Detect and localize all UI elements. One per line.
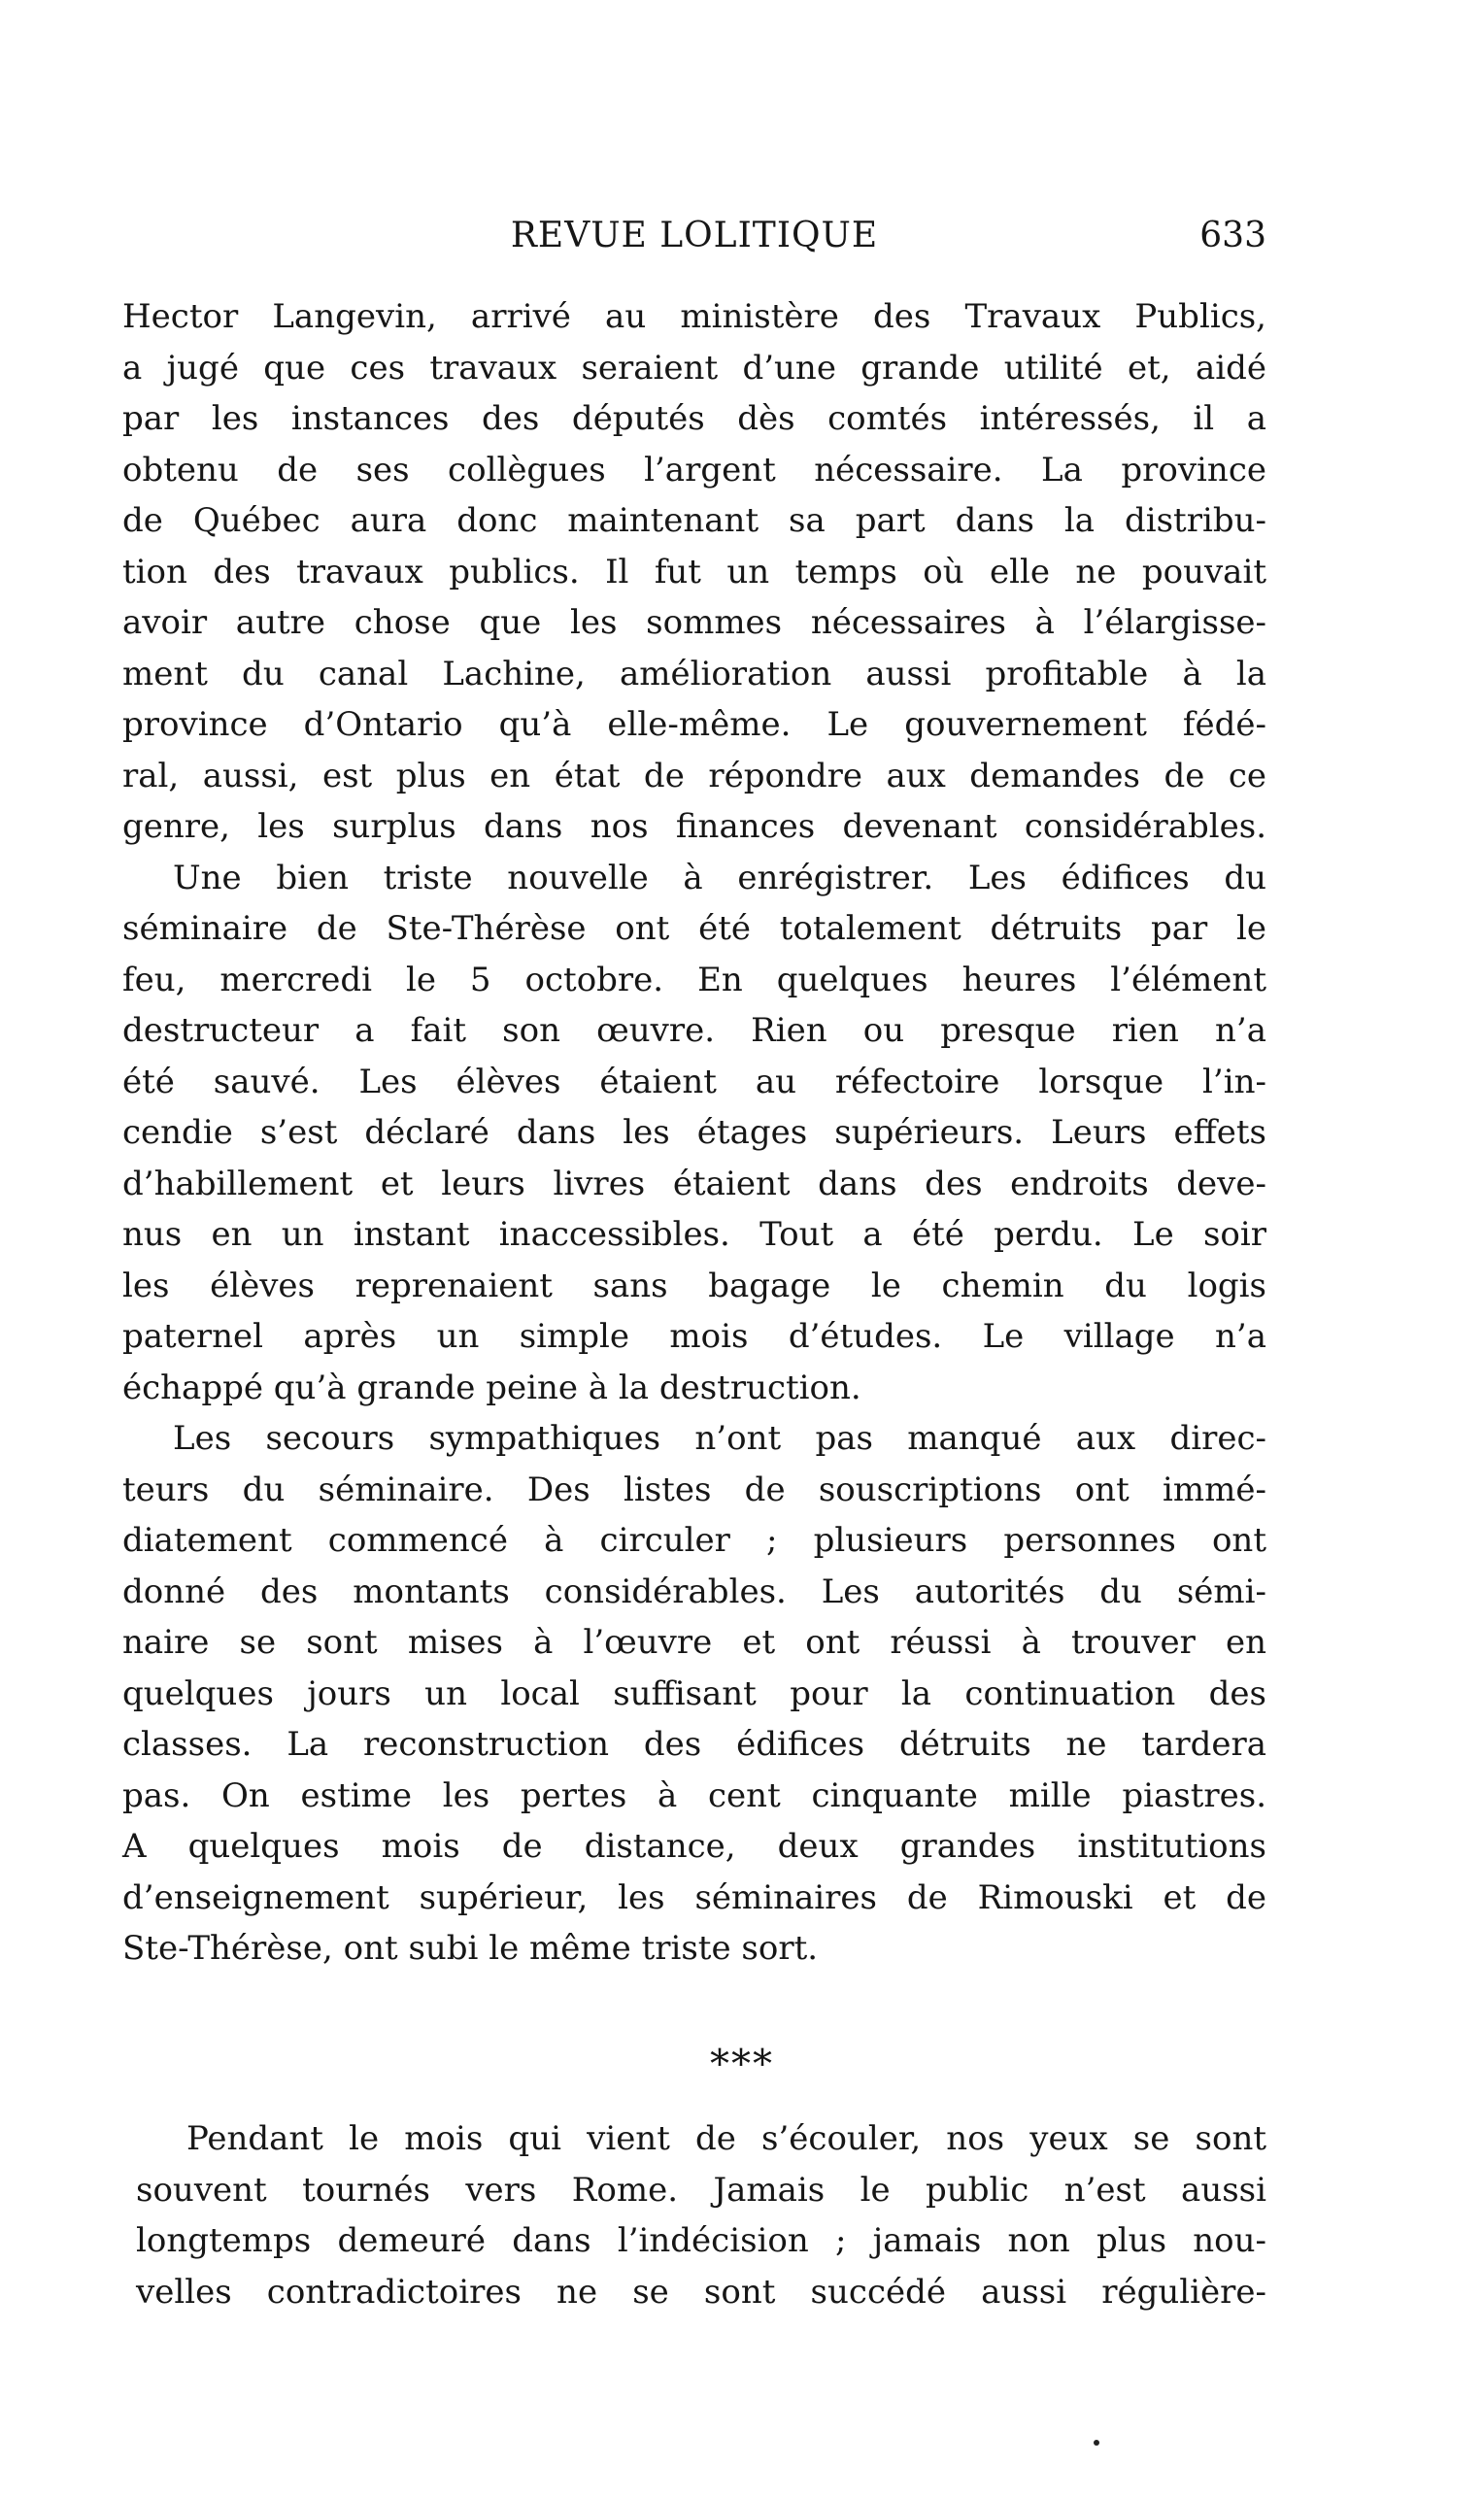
paragraph-travaux-publics	[122, 291, 1266, 853]
ink-speck	[1094, 2440, 1099, 2446]
text-line: par les instances des députés dès comtés intéressés, il a	[122, 399, 1266, 438]
text-line: d’habillement et leurs livres étaient dans des endroits deve-	[122, 1164, 1266, 1203]
text-line: classes. La reconstruction des édifices détruits ne tardera	[122, 1725, 1266, 1764]
text-line: a jugé que ces travaux seraient d’une grande utilité et, aidé	[122, 348, 1266, 388]
text-line: diatement commencé à circuler ; plusieurs personnes ont	[122, 1521, 1266, 1560]
text-line: feu, mercredi le 5 octobre. En quelques heures l’élément	[122, 960, 1266, 999]
text-line: cendie s’est déclaré dans les étages supérieurs. Leurs effets	[122, 1113, 1266, 1152]
page-number: 633	[1199, 216, 1266, 255]
text-line: d’enseignement supérieur, les séminaires de Rimouski et de	[122, 1877, 1266, 1917]
text-line: paternel après un simple mois d’études. Le village n’a	[122, 1317, 1266, 1356]
text-line: Ste-Thérèse, ont subi le même triste sort.	[122, 1929, 819, 1968]
text-line: Une bien triste nouvelle à enrégistrer. Les édifices du	[173, 858, 1266, 897]
text-line: Les secours sympathiques n’ont pas manqué aux direc-	[173, 1419, 1266, 1458]
text-line: Pendant le mois qui vient de s’écouler, nos yeux se sont	[186, 2119, 1266, 2158]
text-line: ment du canal Lachine, amélioration aussi profitable à la	[122, 654, 1266, 693]
text-line: été sauvé. Les élèves étaient au réfectoire lorsque l’in-	[122, 1062, 1266, 1101]
paragraph-secours	[122, 1413, 1266, 1975]
text-line: nus en un instant inaccessibles. Tout a été perdu. Le soir	[122, 1215, 1266, 1254]
text-line: tion des travaux publics. Il fut un temps où elle ne pouvait	[122, 552, 1266, 591]
text-line: velles contradictoires ne se sont succédé aussi régulière-	[136, 2272, 1266, 2312]
text-line: longtemps demeuré dans l’indécision ; jamais non plus nou-	[136, 2221, 1266, 2260]
text-line: pas. On estime les pertes à cent cinquante mille piastres.	[122, 1775, 1266, 1815]
text-line: les élèves reprenaient sans bagage le chemin du logis	[122, 1266, 1266, 1305]
text-line: province d’Ontario qu’à elle-même. Le gouvernement fédé-	[122, 705, 1266, 744]
running-title: REVUE LOLITIQUE	[510, 216, 879, 255]
text-line: avoir autre chose que les sommes nécessaires à l’élargisse-	[122, 603, 1266, 642]
text-line: teurs du séminaire. Des listes de souscriptions ont immé-	[122, 1470, 1266, 1509]
text-line: quelques jours un local suffisant pour la continuation des	[122, 1673, 1266, 1713]
text-line: souvent tournés vers Rome. Jamais le public n’est aussi	[136, 2170, 1266, 2210]
text-line: de Québec aura donc maintenant sa part dans la distribu-	[122, 501, 1266, 540]
text-line: A quelques mois de distance, deux grandes institutions	[122, 1827, 1266, 1866]
body-text	[122, 291, 1266, 1975]
paragraph-rome	[136, 2113, 1266, 2317]
text-line: ral, aussi, est plus en état de répondre aux demandes de ce	[122, 756, 1266, 795]
text-line: séminaire de Ste-Thérèse ont été totalement détruits par le	[122, 909, 1266, 948]
paragraph-seminaire-incendie	[122, 853, 1266, 1414]
text-line: genre, les surplus dans nos finances devenant considérables.	[122, 807, 1266, 846]
text-line: échappé qu’à grande peine à la destruction.	[122, 1368, 861, 1407]
running-head	[122, 216, 1266, 274]
section-separator: ⁎⁎⁎	[710, 2030, 774, 2075]
text-line: obtenu de ses collègues l’argent nécessaire. La province	[122, 450, 1266, 490]
text-line: naire se sont mises à l’œuvre et ont réussi à trouver en	[122, 1623, 1266, 1662]
text-line: destructeur a fait son œuvre. Rien ou presque rien n’a	[122, 1011, 1266, 1050]
text-line: Hector Langevin, arrivé au ministère des Travaux Publics,	[122, 297, 1266, 336]
text-line: donné des montants considérables. Les autorités du sémi-	[122, 1571, 1266, 1611]
